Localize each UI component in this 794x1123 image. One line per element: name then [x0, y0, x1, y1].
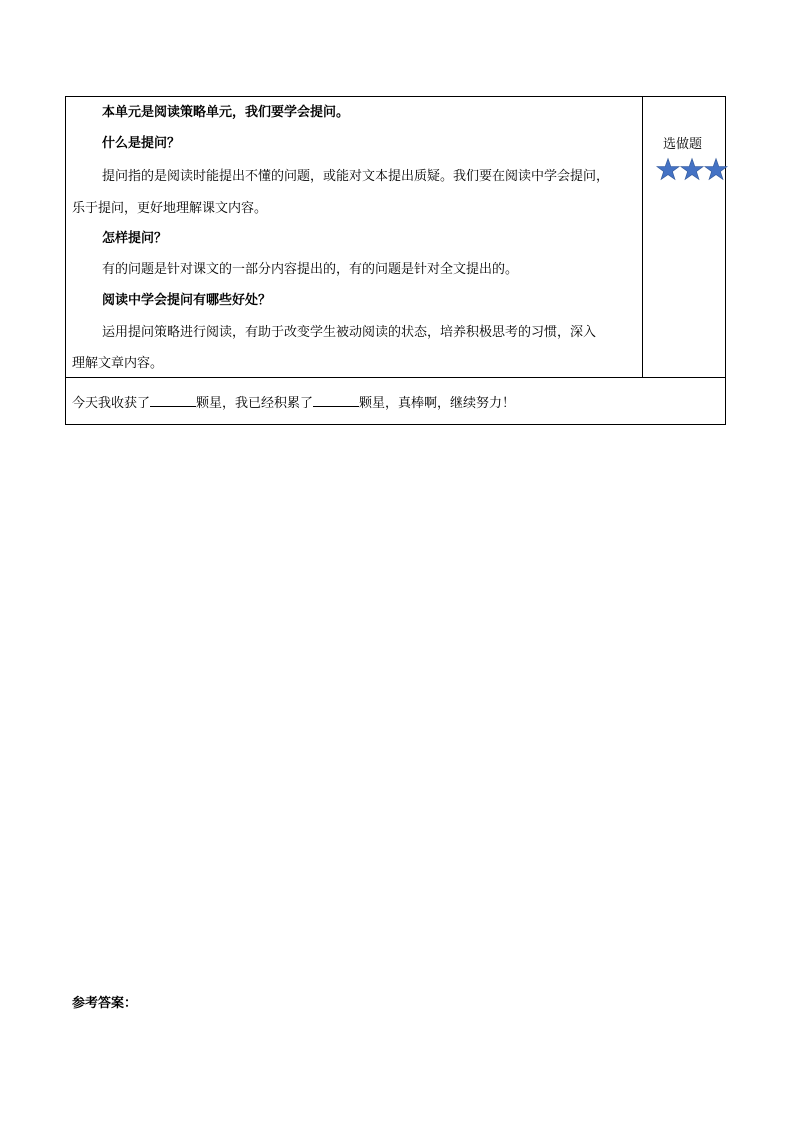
summary-row [66, 378, 725, 424]
answer-key-title: 参考答案： [72, 996, 138, 1011]
star-icon [657, 159, 679, 180]
star-icon [705, 159, 727, 180]
summary-sentence [72, 394, 515, 412]
question-what-text-line1: 提问指的是阅读时能提出不懂的问题，或能对文本提出质疑。我们要在阅读中学会提问， [102, 169, 610, 184]
content-cell [66, 97, 643, 377]
content-row [66, 97, 725, 378]
question-benefit-title: 阅读中学会提问有哪些好处？ [102, 293, 272, 308]
earned-stars-blank[interactable] [150, 394, 196, 407]
difficulty-cell [643, 97, 725, 377]
total-stars-blank[interactable] [313, 394, 359, 407]
star-rating [656, 157, 728, 183]
question-benefit-text-line2: 理解文章内容。 [72, 356, 164, 371]
summary-part2: 颗星，我已经积累了 [196, 396, 314, 411]
star-icon [681, 159, 703, 180]
question-what-text-line2: 乐于提问，更好地理解课文内容。 [72, 201, 268, 216]
lesson-table [65, 96, 726, 425]
intro-line: 本单元是阅读策略单元，我们要学会提问。 [102, 105, 350, 120]
question-how-text: 有的问题是针对课文的一部分内容提出的，有的问题是针对全文提出的。 [102, 262, 519, 277]
optional-label: 选做题 [663, 137, 703, 152]
question-how-title: 怎样提问？ [102, 231, 168, 246]
summary-part3: 颗星，真棒啊，继续努力！ [359, 396, 516, 411]
question-what-title: 什么是提问？ [102, 136, 181, 151]
question-benefit-text-line1: 运用提问策略进行阅读，有助于改变学生被动阅读的状态，培养积极思考的习惯，深入 [102, 325, 597, 340]
summary-part1: 今天我收获了 [72, 396, 151, 411]
